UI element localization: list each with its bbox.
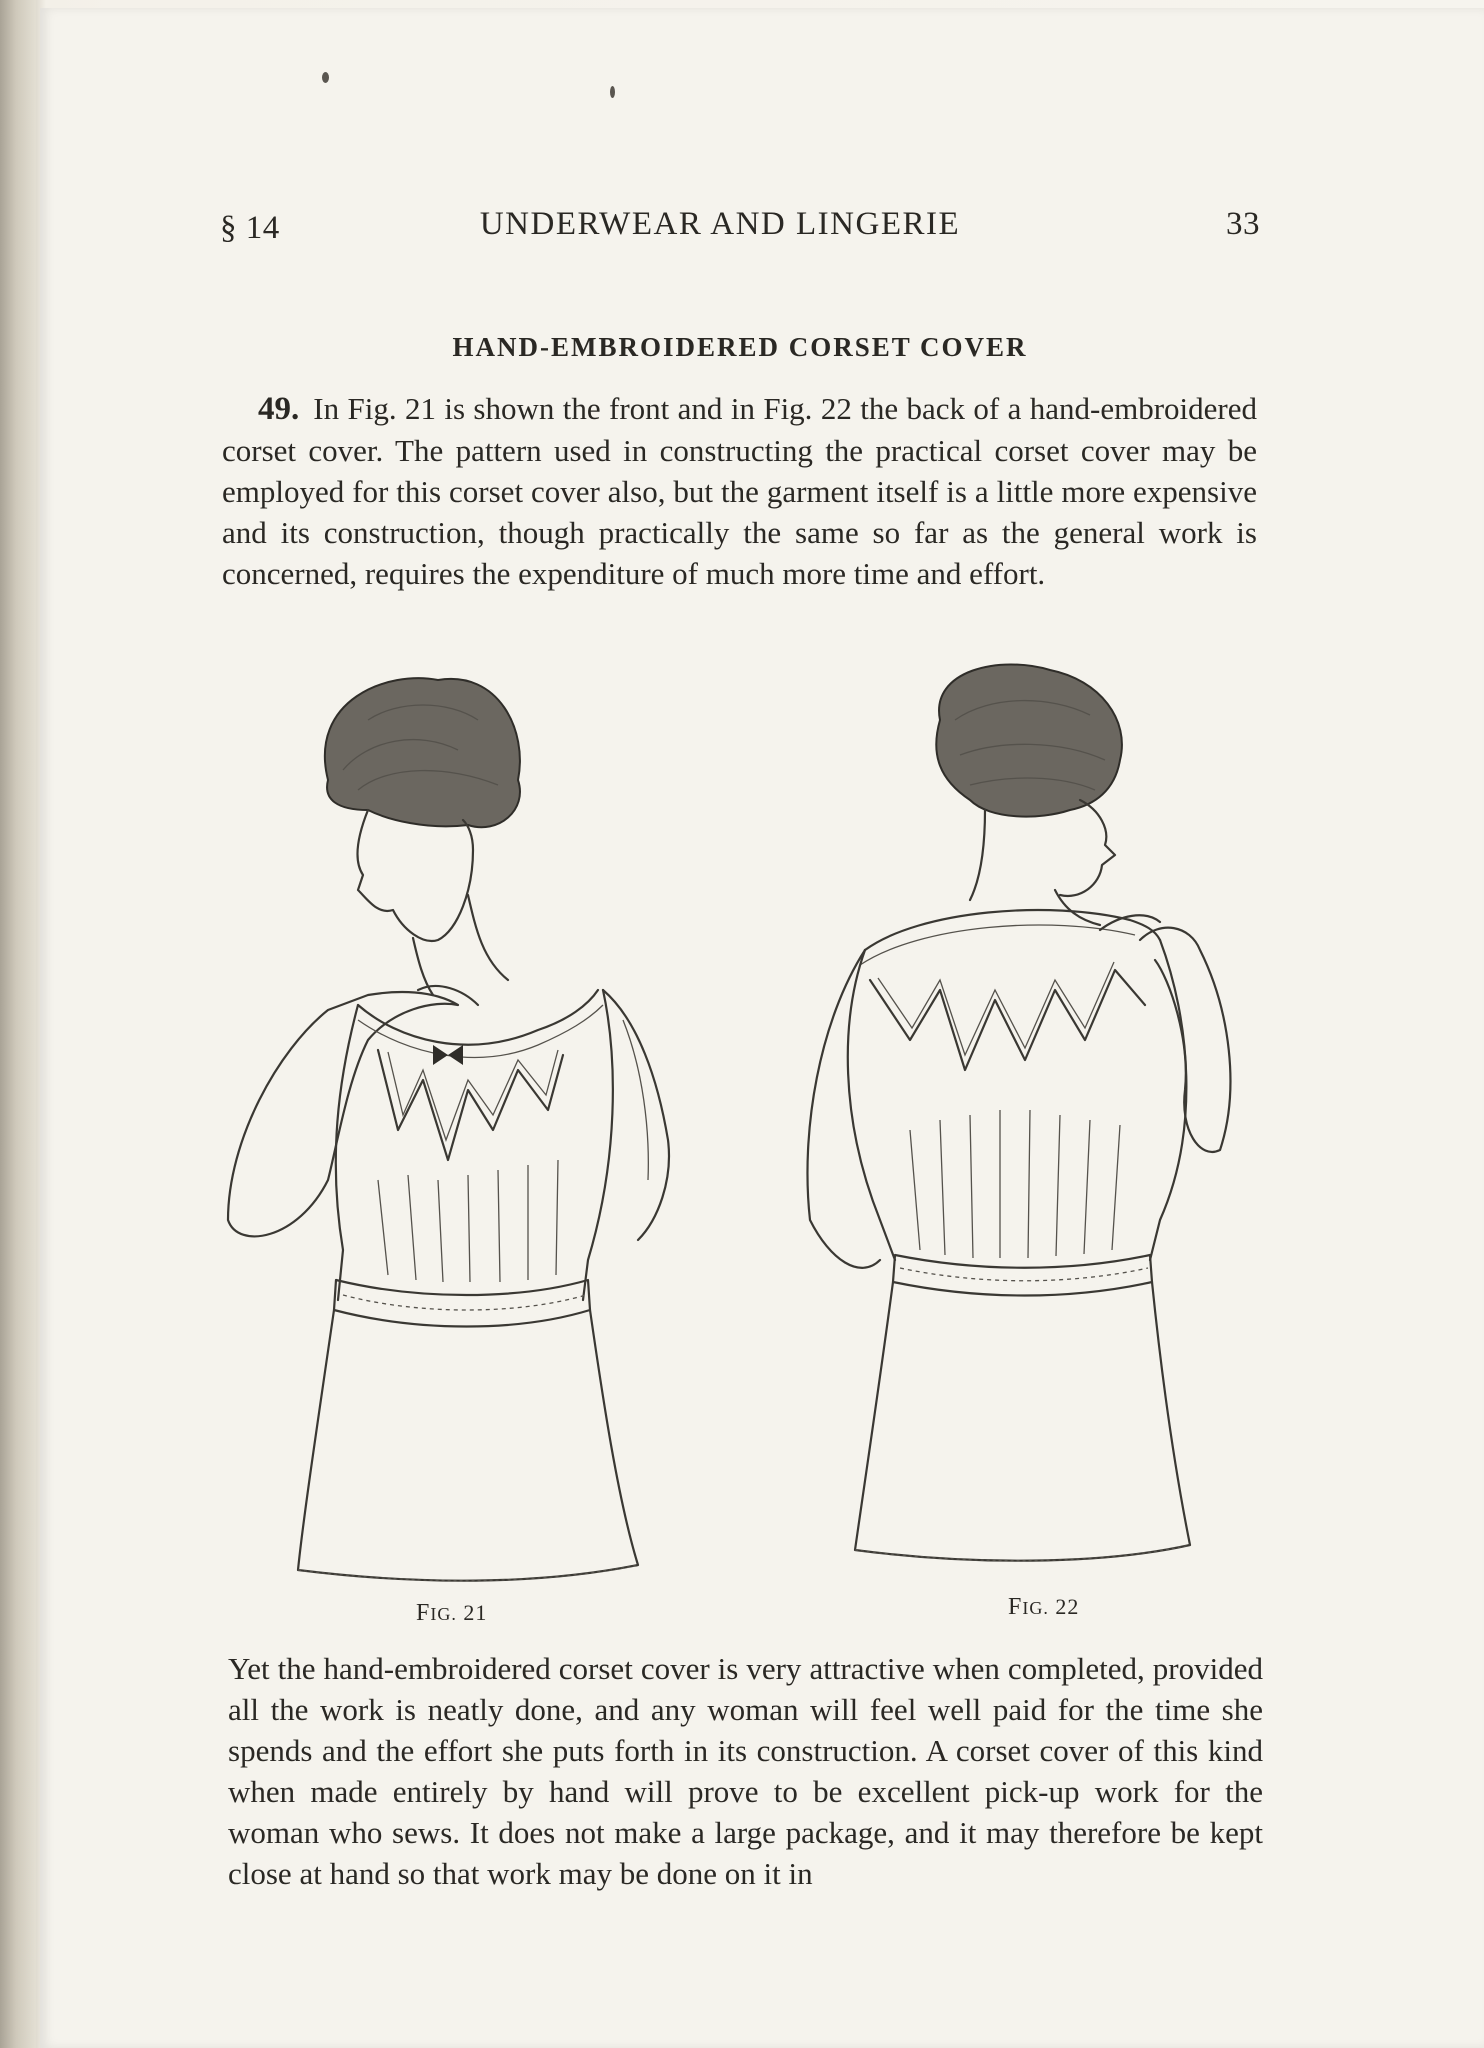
paragraph-continued: Yet the hand-embroidered corset cover is very attractive when completed, provided all the work is neatly done, and any woman will feel well paid for the time she spends and the effort she puts forth in its construction. A corset cover of this kind when made entirely by hand will prove to be excellent pick-up work for the woman who sews. It does not make a large package, and it may therefore be kept close at hand so that work may be done on it in [228,1651,1263,1891]
facing-page-edge [0,0,36,2048]
figure-21-illustration [218,660,738,1600]
paragraph-number: 49. [258,391,300,427]
section-marker: § 14 [220,210,280,246]
corset-cover-front-drawing [218,660,738,1600]
running-header [180,200,1260,250]
page-speck [610,86,615,98]
corset-cover-back-drawing [800,660,1280,1600]
running-title: UNDERWEAR AND LINGERIE [479,206,961,242]
page-number: 33 [1226,206,1260,242]
figure-22-illustration [800,660,1280,1600]
page-speck [322,72,329,83]
figure-21-caption: FIG. 21 [416,1600,488,1626]
paragraph-49 [222,388,1257,594]
paragraph-text: In Fig. 21 is shown the front and in Fig. 22 the back of a hand-embroidered corset cover. The pattern used in constructing the practical corset cover may be employed for this corset cover also, but the garment itself is a little more expensive and its construction, though practically the same so far as the general work is concerned, requires the expenditure of much more time and effort. [222,391,1257,591]
figure-22-caption: FIG. 22 [1008,1594,1080,1620]
section-heading: HAND-EMBROIDERED CORSET COVER [452,332,1028,362]
